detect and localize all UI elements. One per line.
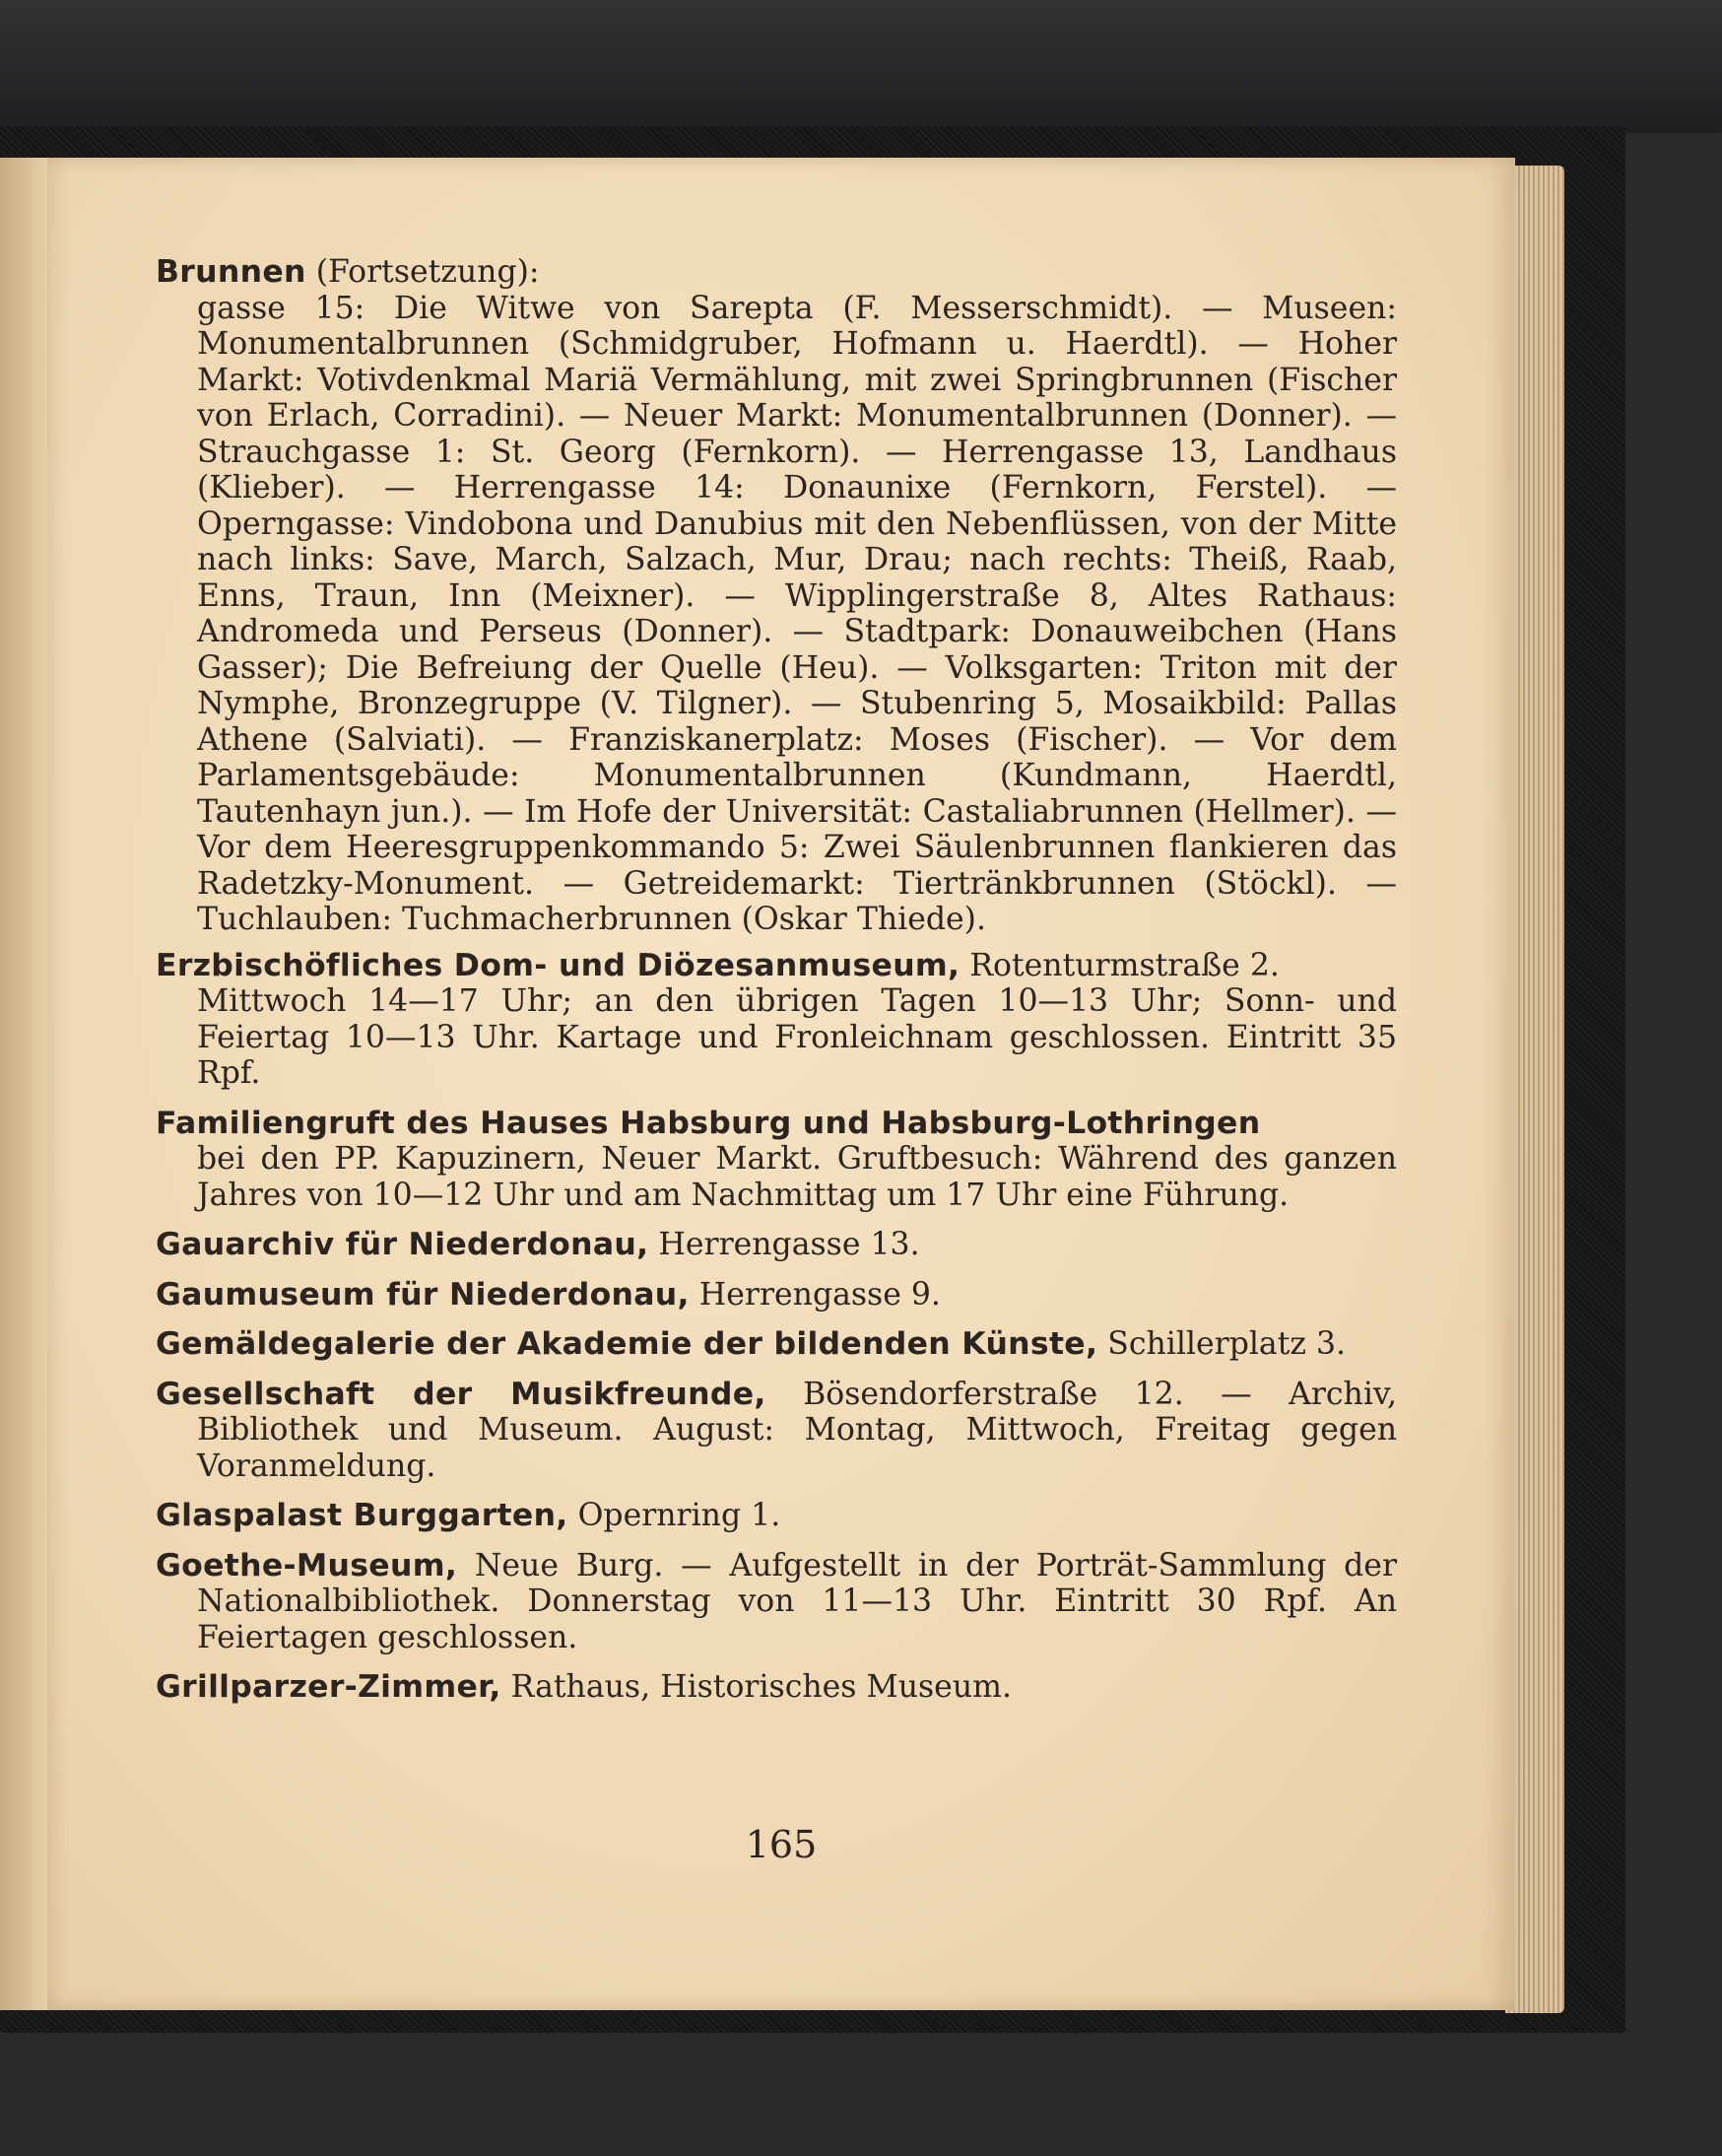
entry-goethe-museum (156, 1548, 1397, 1656)
entry-heading: Glaspalast Burggarten, (156, 1498, 568, 1533)
entry-glaspalast (156, 1498, 1397, 1534)
entry-heading: Gauarchiv für Niederdonau, (156, 1227, 649, 1262)
entry-dommuseum (156, 948, 1397, 1092)
entry-heading: Gemäldegalerie der Akademie der bildenden Künste, (156, 1326, 1098, 1362)
entry-heading-suffix: Rotenturmstraße 2. (960, 947, 1280, 983)
facing-page-edge (0, 158, 47, 2010)
entry-heading-suffix: Bösendorferstraße 12. — Archiv, Bibliothek und Museum. August: Montag, Mittwoch, Freitag gegen Voranmeldung. (197, 1376, 1397, 1484)
background-top (0, 0, 1722, 133)
entry-heading-suffix: Opernring 1. (567, 1498, 781, 1533)
entry-heading: Familiengruft des Hauses Habsburg und Habsburg-Lothringen (156, 1105, 1261, 1141)
book-page (47, 158, 1515, 2010)
entry-heading: Goethe-Museum, (156, 1547, 458, 1583)
entry-familiengruft (156, 1106, 1397, 1214)
entry-gaumuseum (156, 1277, 1397, 1314)
entry-body: Mittwoch 14—17 Uhr; an den übrigen Tagen 10—13 Uhr; Sonn- und Feiertag 10—13 Uhr. Kartage und Fronleichnam geschlossen. Eintritt 35 Rpf. (197, 983, 1397, 1091)
entry-heading: Brunnen (156, 254, 306, 290)
entry-body: bei den PP. Kapuzinern, Neuer Markt. Gruftbesuch: Während des ganzen Jahres von 10—12 Uhr und am Nachmittag um 17 Uhr eine Führung. (197, 1141, 1397, 1213)
entry-heading: Gaumuseum für Niederdonau, (156, 1276, 690, 1313)
page-number: 165 (745, 1823, 818, 1866)
entry-heading-suffix: Herrengasse 13. (648, 1227, 920, 1262)
entry-gauarchiv (156, 1227, 1397, 1263)
entry-heading-suffix: Schillerplatz 3. (1097, 1326, 1347, 1362)
entry-heading: Erzbischöfliches Dom- und Diözesanmuseum, (156, 947, 960, 983)
entry-heading-suffix: Neue Burg. — Aufgestellt in der Porträt-Sammlung der Nationalbibliothek. Donnerstag von 11—13 Uhr. Eintritt 30 Rpf. An Feiertagen geschlossen. (197, 1547, 1397, 1655)
entry-heading: Gesellschaft der Musikfreunde, (156, 1376, 766, 1412)
entry-heading-suffix: Rathaus, Historisches Museum. (500, 1669, 1012, 1705)
entry-musikfreunde (156, 1377, 1397, 1485)
page-text (156, 254, 1397, 1719)
entry-heading-suffix: (Fortsetzung): (305, 254, 540, 290)
entry-grillparzer (156, 1669, 1397, 1706)
entry-heading: Grillparzer-Zimmer, (156, 1669, 501, 1705)
entry-brunnen (156, 254, 1397, 938)
entry-gemaeldegalerie (156, 1326, 1397, 1363)
entry-heading-suffix: Herrengasse 9. (689, 1276, 941, 1313)
entry-body: gasse 15: Die Witwe von Sarepta (F. Messerschmidt). — Museen: Monumentalbrunnen (Schmidgruber, Hofmann u. Haerdtl). — Hoher Markt: Votivdenkmal Mariä Vermählung, mit zwei Springbrunnen (Fischer von Erlach, Corradini). — Neuer Markt: Monumentalbrunnen (Donner). — Strauchgasse 1: St. Georg (Fernkorn). — Herrengasse 13, Landhaus (Klieber). — Herrengasse 14: Donaunixe (Fernkorn, Ferstel). — Operngasse: Vindobona und Danubius mit den Nebenflüssen, von der Mitte nach links: Save, March, Salzach, Mur, Drau; nach rechts: Theiß, Raab, Enns, Traun, Inn (Meixner). — Wipplingerstraße 8, Altes Rathaus: Andromeda und Perseus (Donner). — Stadtpark: Donauweibchen (Hans Gasser); Die Befreiung der Quelle (Heu). — Volksgarten: Triton mit der Nymphe, Bronzegruppe (V. Tilgner). — Stubenring 5, Mosaikbild: Pallas Athene (Salviati). — Franziskanerplatz: Moses (Fischer). — Vor dem Parlamentsgebäude: Monumentalbrunnen (Kundmann, Haerdtl, Tautenhayn jun.). — Im Hofe der Universität: Castaliabrunnen (Hellmer). — Vor dem Heeresgruppenkommando 5: Zwei Säulenbrunnen flankieren das Radetzky-Monument. — Getreidemarkt: Tiertränkbrunnen (Stöckl). — Tuchlauben: Tuchmacherbrunnen (Oskar Thiede). (197, 290, 1397, 937)
